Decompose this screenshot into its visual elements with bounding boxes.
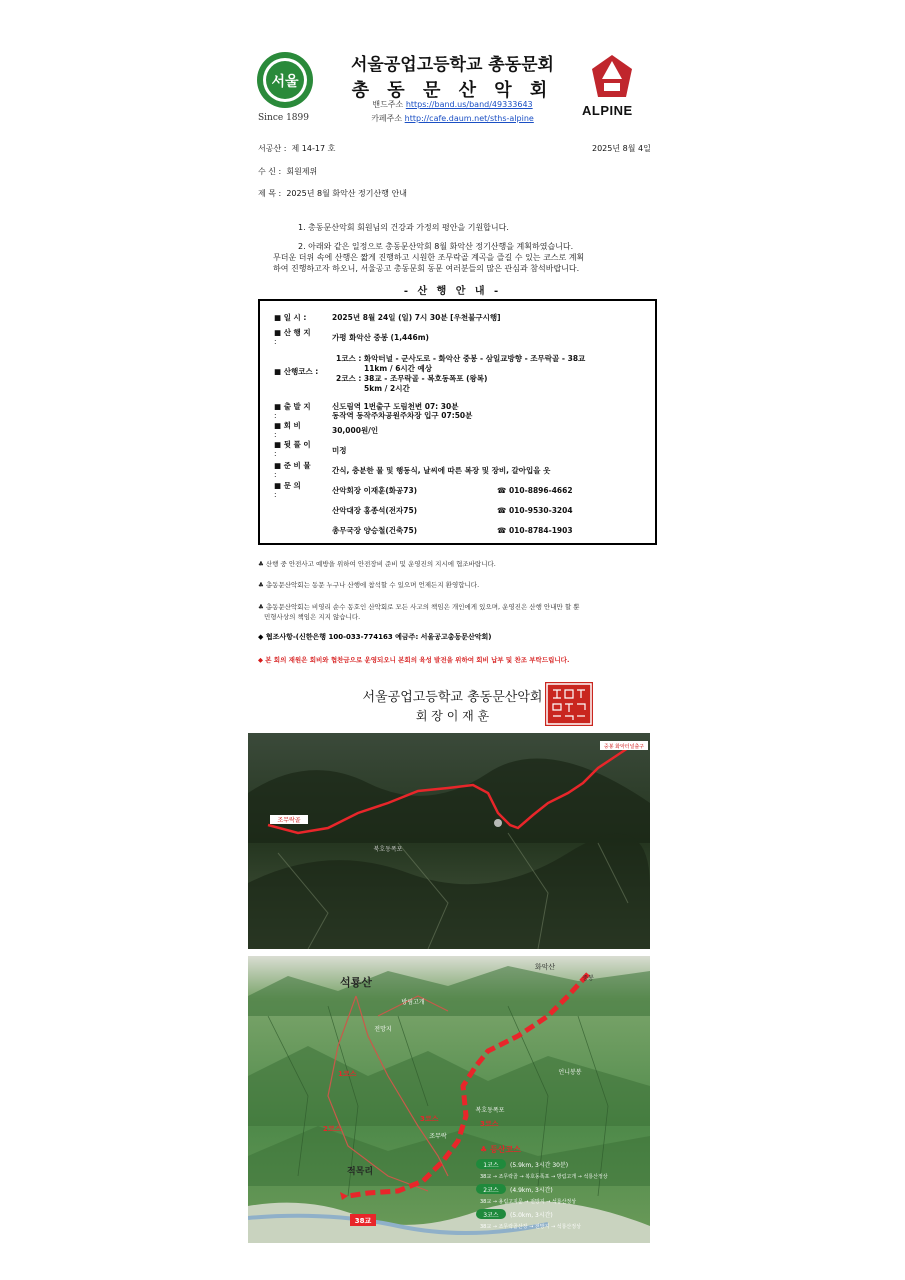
subject [258,188,407,199]
paragraph-2-line-3: 하여 진행하고자 하오니, 서울공고 총동문회 동문 여러분들의 많은 관심과 참석바랍니다. [273,264,580,273]
legend-3-route: 38교 → 조무락골산장 → 전망지 → 석룡산정상 [480,1224,581,1230]
contact-name-1: 산악회장 이재훈(화공73) [332,486,418,495]
place-value: 가평 화악산 중봉 (1,446m) [332,333,429,342]
note-liability-2: 민형사상의 책임은 지지 않습니다. [264,613,361,621]
band-link[interactable]: https://band.us/band/49333643 [405,100,533,109]
contact-name-3: 총무국장 양승철(건축75) [332,526,418,535]
course-1: 1코스 : 화악터널 - 군사도로 - 화악산 중봉 - 삼일교방향 - 조무락골 - 38교 [336,354,586,363]
signature-president: 회 장 이 재 훈 [415,709,490,723]
depart-colon: : [274,411,277,420]
after-label: ■ 뒷 풀 이 [274,440,311,449]
course-label: ■ 산행코스 : [274,367,319,376]
paragraph-1: 1. 총동문산악회 회원님의 건강과 가정의 평안을 기원합니다. [298,223,509,232]
depart-1: 신도림역 1번출구 도림천변 07: 30분 [332,402,459,411]
legend-2-tag: 2코스 [483,1187,499,1194]
course-1-time: 11km / 6시간 예상 [364,364,433,373]
alpine-logo [588,53,636,97]
course-2: 2코스 : 38교 - 조무락골 - 복호동폭포 (왕복) [336,374,488,383]
note-liability-1: ♣ 총동문산악회는 비영리 순수 동호인 산악회로 모든 사고의 책임은 개인에게 있으며, 운영진은 산행 안내만 할 뿐 [258,603,580,611]
note-dues: ◆ 본 회의 재원은 회비와 협찬금으로 운영되오니 본회의 육성 발전을 위하여 회비 납부 및 찬조 부탁드립니다. [258,656,570,664]
map2-course-1-marker: 1코스 [338,1070,357,1078]
prep-label: ■ 준 비 물 [274,461,311,470]
legend-title: ♣ 등산코스 [480,1145,521,1154]
after-colon: : [274,449,277,458]
date-label: ■ 일 시 : [274,313,307,322]
cafe-label: 카페주소 [371,114,403,123]
date-value: 2025년 8월 24일 (일) 7시 30분 [우천불구시행] [332,313,501,322]
contact-phone-2: ☎ 010-9530-3204 [497,506,573,515]
map2-falls: 복호동폭포 [475,1107,505,1114]
org-title: 서울공업고등학교 총동문회 [351,55,554,75]
map2-mangi: 언니봉봉 [558,1069,582,1076]
contact-name-2: 산악대장 홍종석(전자75) [332,506,418,515]
org-subtitle: 총 동 문 산 악 회 [351,80,554,101]
recipient-label: 수 신 : [258,167,282,176]
contact-label: ■ 문 의 [274,481,301,490]
note-safety: ♣ 산행 중 안전사고 예방을 위하여 안전장비 준비 및 운영진의 지시에 협조바랍니다. [258,560,496,568]
recipient-value: 회원제위 [286,167,318,176]
doc-date: 2025년 8월 4일 [592,144,651,153]
legend-1-time: (5.9km, 3시간 30분) [510,1162,569,1169]
contact-phone-3: ☎ 010-8784-1903 [497,526,573,535]
band-label: 밴드주소 [372,100,404,109]
fee-value: 30,000원/인 [332,426,379,435]
signature-org: 서울공업고등학교 총동문산악회 [362,690,543,705]
legend-1-route: 38교 → 조무락골 → 복호동폭포 → 방림고개 → 석룡산정상 [480,1174,608,1180]
doc-number-value: 제 14-17 호 [291,144,336,153]
cafe-link[interactable]: http://cafe.daum.net/sths-alpine [404,114,534,123]
contact-phone-1: ☎ 010-8896-4662 [497,486,573,495]
depart-label: ■ 출 발 지 [274,402,311,411]
legend-3-tag: 3코스 [483,1212,499,1219]
depart-2: 동작역 동작주차공원주차장 입구 07:50분 [332,411,473,420]
legend-3-time: (5.0km, 3시간) [510,1212,553,1219]
contact-colon: : [274,490,277,499]
subject-value: 2025년 8월 화악산 정기산행 안내 [286,189,407,198]
since-text: Since 1899 [258,113,309,123]
doc-number-label: 서공산 : [258,144,287,153]
map2-peak-hwaak: 화악산 [534,963,556,971]
map2-camp: 전망지 [374,1026,392,1033]
course-2-time: 5km / 2시간 [364,384,410,393]
map2-peak-seokryong: 석룡산 [340,976,372,989]
after-value: 미정 [332,446,347,455]
map2-course-2-marker: 2코스 [323,1125,342,1133]
fee-label: ■ 회 비 [274,421,301,430]
map1-end-label: 중봉 화악터널출구 [603,744,645,750]
emblem-text: 서울 [271,74,299,90]
prep-colon: : [274,470,277,479]
links-block [0,98,905,126]
guide-box [258,299,657,545]
map2-jomurak: 조무락 [429,1133,447,1140]
paragraph-2-line-1: 2. 아래와 같은 일정으로 총동문산악회 8월 화악산 정기산행을 계획하였습니다. [298,242,574,251]
map2-pass: 방림고개 [401,999,425,1006]
map2-peak-jungbong: 중봉 [582,975,594,982]
prep-value: 간식, 충분한 물 및 행동식, 날씨에 따른 복장 및 장비, 갈아입을 옷 [332,466,551,475]
map1-start-label: 조무락골 [277,817,301,824]
illustrated-course-map [248,956,650,1243]
satellite-route-map [248,733,650,949]
note-welcome: ♣ 총동문산악회는 동문 누구나 산행에 참석할 수 있으며 언제든지 환영합니다. [258,581,480,589]
legend-1-tag: 1코스 [483,1162,499,1169]
doc-number [258,143,335,154]
official-seal-stamp [545,682,593,726]
map1-mid-label: 북호동폭포 [373,846,403,853]
legend-2-time: (4.9km, 3시간) [510,1187,553,1194]
map2-village: 적목리 [346,1167,374,1177]
paragraph-2-line-2: 무더운 더위 속에 산행은 짧게 진행하고 시원한 조무락골 계곡을 즐길 수 있는 코스로 계획 [273,253,585,262]
legend-2-route: 38교 → 용림고지문 → 전망지 → 석룡산정상 [480,1199,577,1205]
map2-course-3-marker: 3코스 [420,1115,439,1123]
alpine-text: ALPINE [582,103,633,118]
subject-label: 제 목 : [258,189,282,198]
place-label: ■ 산 행 지 [274,328,311,337]
place-colon: : [274,337,277,346]
recipient [258,166,317,177]
section-heading: - 산 행 안 내 - [403,286,502,297]
fee-colon: : [274,430,277,439]
map2-course-3b-marker: 3코스 [480,1120,499,1128]
map2-bridge: 38교 [354,1217,372,1225]
note-bank: ◆ 협조사항-(신한은행 100-033-774163 예금주: 서울공고총동문산악회) [258,633,492,641]
